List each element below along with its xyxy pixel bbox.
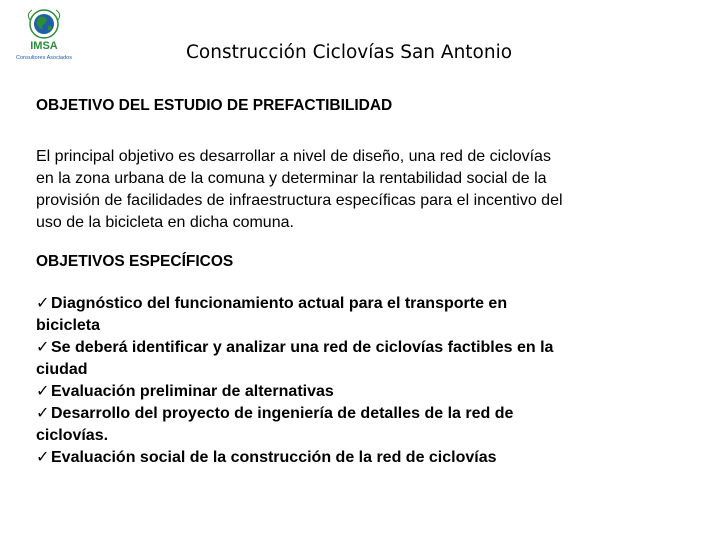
slide-title: Construcción Ciclovías San Antonio xyxy=(186,42,513,63)
list-item-text: bicicleta xyxy=(36,317,101,334)
list-item-text: Evaluación social de la construcción de la red de ciclovías xyxy=(51,449,497,466)
list-item-text: Desarrollo del proyecto de ingeniería de detalles de la red de xyxy=(51,405,514,422)
check-icon: ✓ xyxy=(36,295,50,312)
list-item xyxy=(36,293,676,337)
globe-icon xyxy=(8,6,86,62)
paragraph-line: uso de la bicicleta en dicha comuna. xyxy=(36,214,294,231)
list-item xyxy=(36,447,676,469)
list-item-text: Evaluación preliminar de alternativas xyxy=(51,383,334,400)
specific-objectives-heading: OBJETIVOS ESPECÍFICOS xyxy=(36,253,234,270)
list-item-text: Diagnóstico del funcionamiento actual para el transporte en xyxy=(51,295,508,312)
check-icon: ✓ xyxy=(36,383,50,400)
objective-paragraph xyxy=(36,146,676,234)
specific-objectives-list xyxy=(36,293,676,469)
list-item xyxy=(36,337,676,381)
company-logo xyxy=(8,6,86,62)
check-icon: ✓ xyxy=(36,449,50,466)
list-item xyxy=(36,381,676,403)
paragraph-line: en la zona urbana de la comuna y determinar la rentabilidad social de la xyxy=(36,170,547,187)
logo-text: IMSA xyxy=(30,40,58,52)
objective-heading: OBJETIVO DEL ESTUDIO DE PREFACTIBILIDAD xyxy=(36,97,393,114)
list-item-text: ciudad xyxy=(36,361,88,378)
list-item-text: ciclovías. xyxy=(36,427,109,444)
paragraph-line: El principal objetivo es desarrollar a nivel de diseño, una red de ciclovías xyxy=(36,148,551,165)
check-icon: ✓ xyxy=(36,405,50,422)
check-icon: ✓ xyxy=(36,339,50,356)
list-item-text: Se deberá identificar y analizar una red de ciclovías factibles en la xyxy=(51,339,554,356)
logo-tagline: Consultores Asociados xyxy=(16,55,72,61)
list-item xyxy=(36,403,676,447)
paragraph-line: provisión de facilidades de infraestructura específicas para el incentivo del xyxy=(36,192,563,209)
